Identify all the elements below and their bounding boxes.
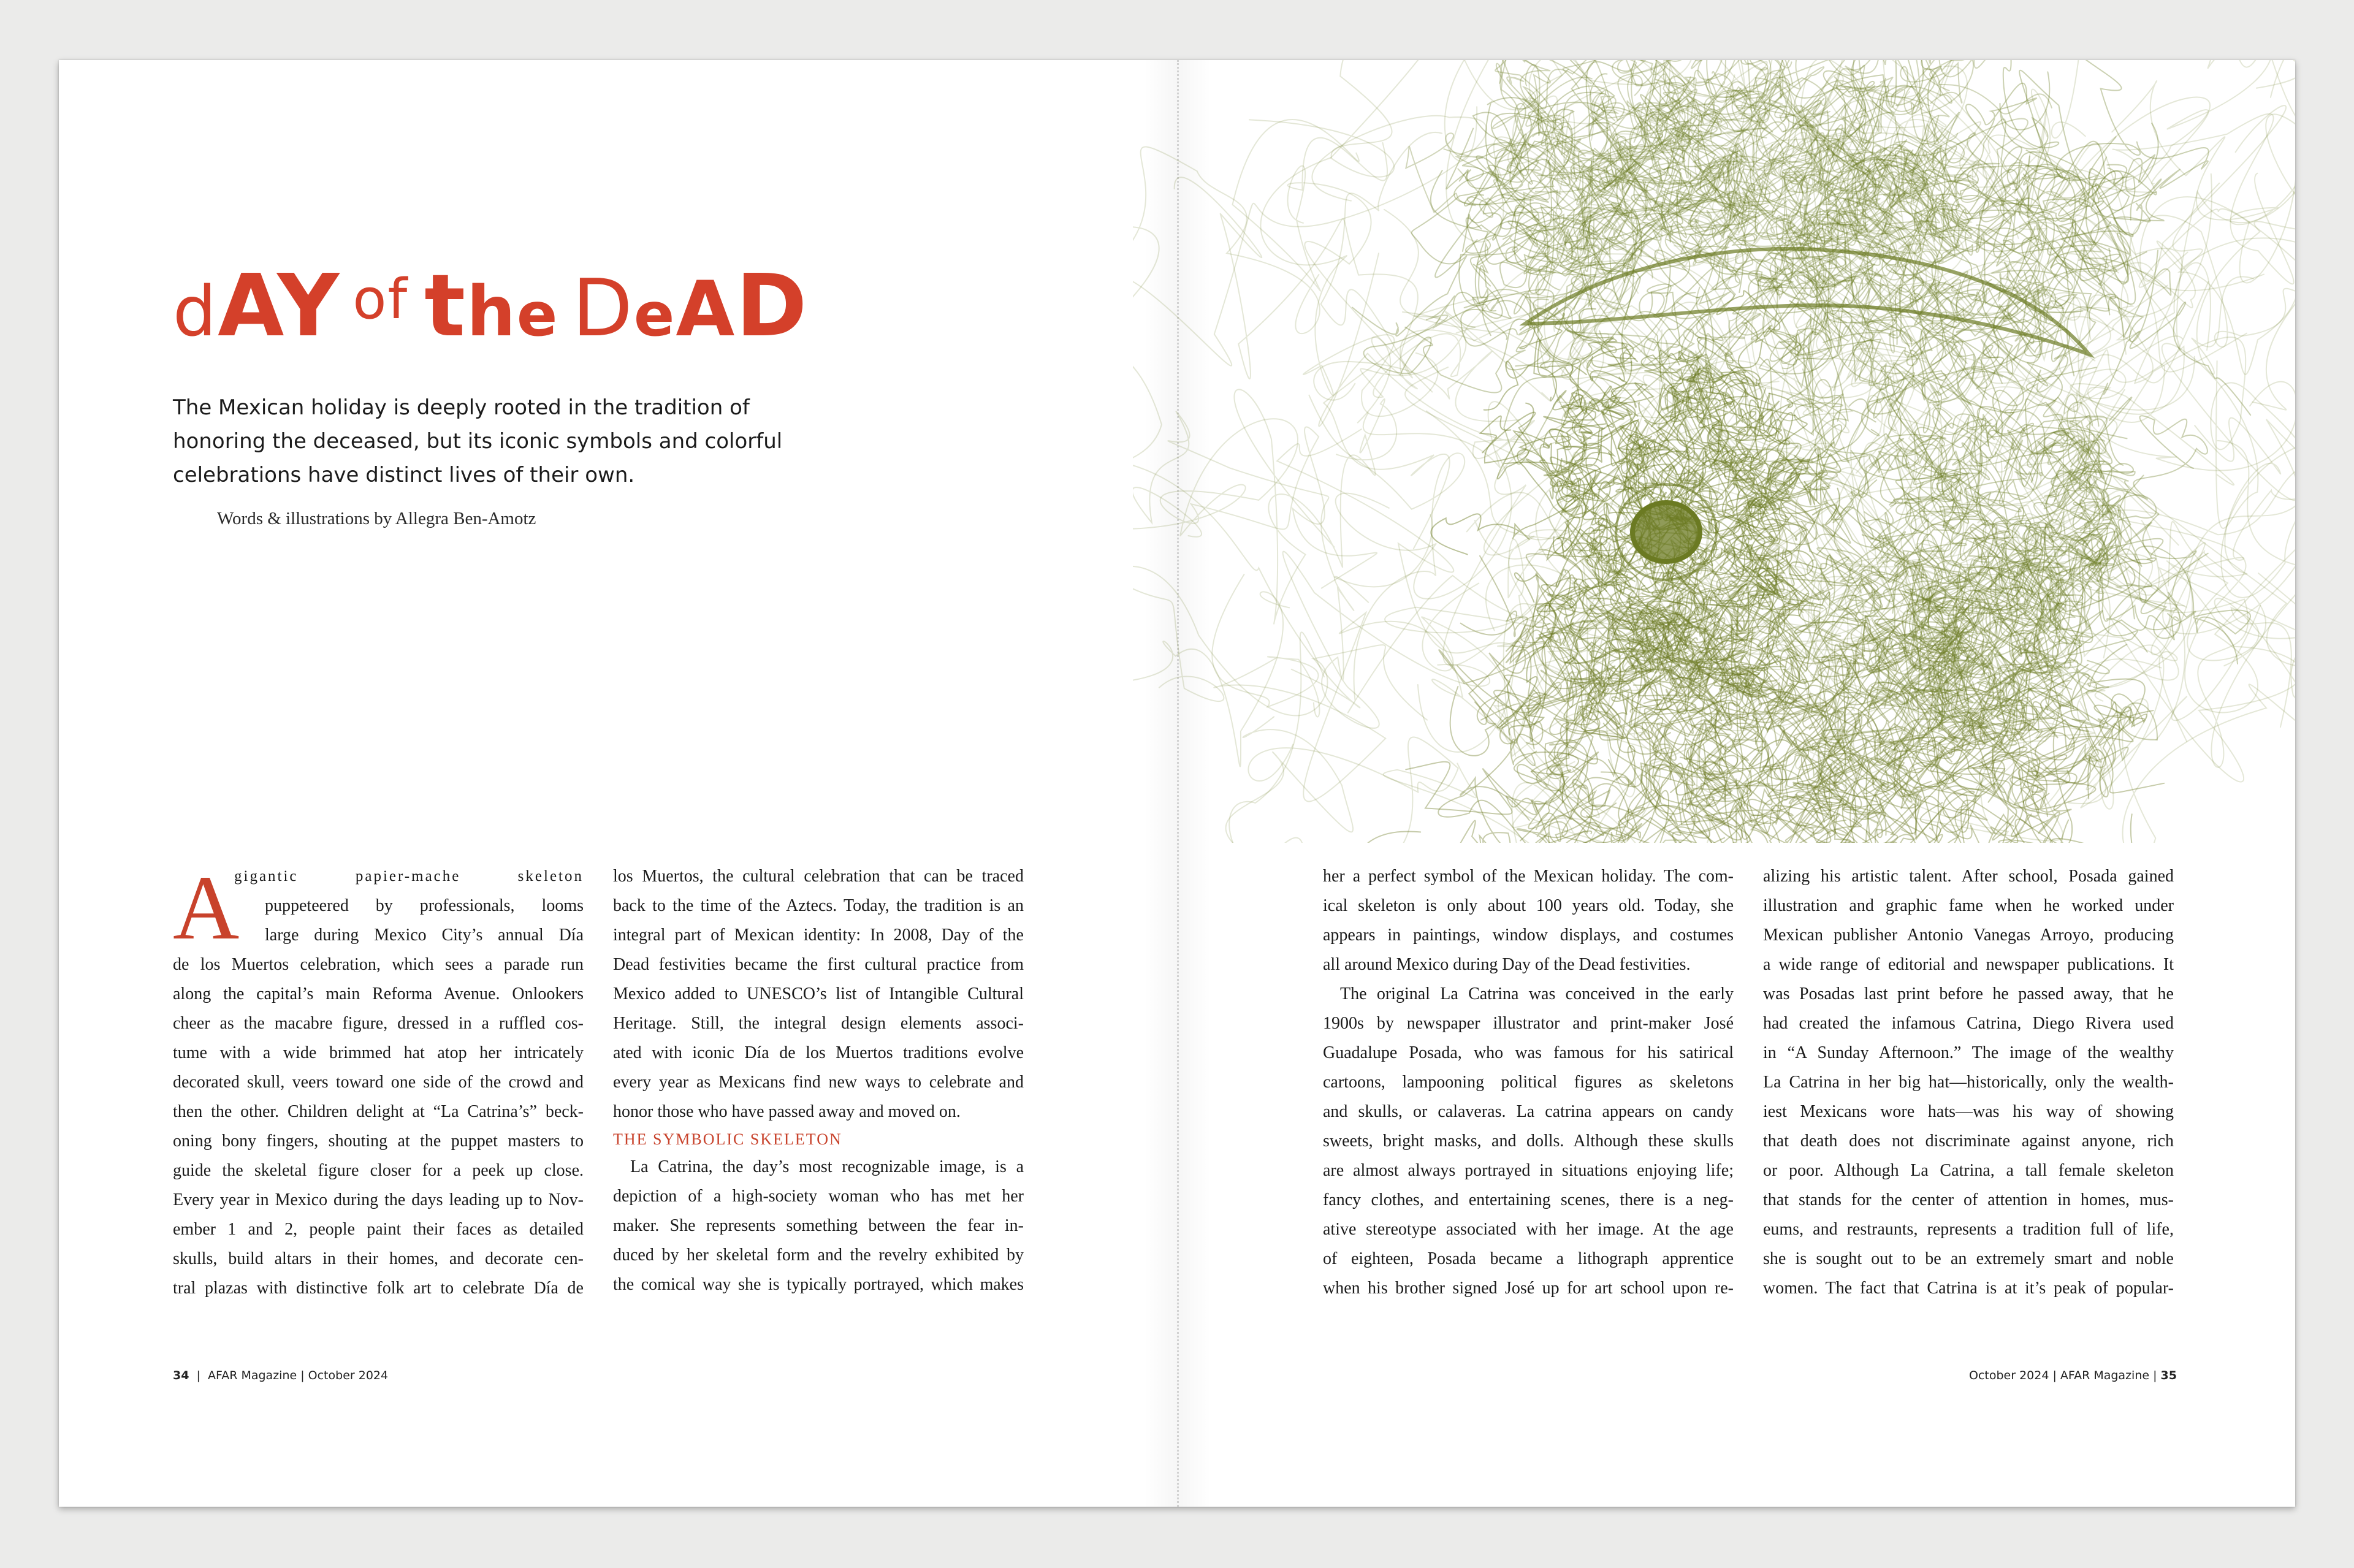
- body-line: in “A Sunday Afternoon.” The image of the wealthy: [1763, 1043, 2174, 1062]
- body-line: that stands for the center of attention in homes, mus-: [1763, 1190, 2174, 1209]
- body-line: duced by her skeletal form and the revelry exhibited by: [613, 1246, 1024, 1265]
- body-column-2: [613, 862, 1024, 1300]
- body-line: puppeteered by professionals, looms: [265, 896, 584, 915]
- body-line: iest Mexicans wore hats—was his way of showing: [1763, 1102, 2174, 1121]
- deck-line: honoring the deceased, but its iconic symbols and colorful: [173, 429, 783, 454]
- body-line: and skulls, or calaveras. La catrina appears on candy: [1323, 1102, 1734, 1121]
- scribble-stroke: [1175, 177, 1418, 422]
- body-line: then the other. Children delight at “La Catrina’s” beck-: [173, 1102, 584, 1121]
- body-line: ative stereotype associated with her image. At the age: [1323, 1220, 1734, 1239]
- title-letter: t: [424, 256, 467, 356]
- title-letter: D: [572, 263, 634, 354]
- title-letter: e: [633, 280, 676, 350]
- drop-cap: A: [173, 857, 240, 959]
- body-line: eums, and restraunts, represents a tradition full of life,: [1763, 1220, 2174, 1239]
- scribble-stroke: [2152, 60, 2295, 184]
- body-line: oning bony fingers, shouting at the puppet masters to: [173, 1132, 584, 1151]
- footer-text: October 2024 | AFAR Magazine |: [1969, 1369, 2157, 1382]
- body-line: integral part of Mexican identity: In 2008, Day of the: [613, 926, 1024, 945]
- scribble-stroke: [1229, 632, 1419, 843]
- body-line: every year as Mexicans find new ways to celebrate and: [613, 1073, 1024, 1092]
- body-line: La Catrina, the day’s most recognizable image, is a: [630, 1157, 1024, 1176]
- body-line: along the capital’s main Reforma Avenue. Onlookers: [173, 984, 584, 1003]
- body-line: cheer as the macabre figure, dressed in a ruffled cos-: [173, 1014, 584, 1033]
- body-line: Mexico added to UNESCO’s list of Intangible Cultural: [613, 984, 1024, 1003]
- body-line: ical skeleton is only about 100 years old. Today, she: [1323, 896, 1734, 915]
- body-line: alizing his artistic talent. After school, Posada gained: [1763, 867, 2174, 886]
- body-line: skulls, build altars in their homes, and decorate cen-: [173, 1249, 584, 1268]
- title-letter: AY: [218, 256, 341, 356]
- scribble-stroke: [2140, 105, 2295, 283]
- scribble-stroke: [1234, 389, 1396, 623]
- body-line: 1900s by newspaper illustrator and print-maker José: [1323, 1014, 1734, 1033]
- body-line: appears in paintings, window displays, and costumes: [1323, 926, 1734, 945]
- title-letter: D: [736, 256, 809, 356]
- body-line: she is sought out to be an extremely smart and noble: [1763, 1249, 2174, 1268]
- body-line: de los Muertos celebration, which sees a parade run: [173, 955, 584, 974]
- title-letter: d: [173, 272, 218, 352]
- body-line: gigantic papier-mache skeleton: [234, 868, 584, 885]
- body-line: Dead festivities became the first cultural practice from: [613, 955, 1024, 974]
- body-line: was Posadas last print before he passed away, that he: [1763, 984, 2174, 1003]
- body-line: los Muertos, the cultural celebration that can be traced: [613, 867, 1024, 886]
- body-line: depiction of a high-society woman who has met her: [613, 1187, 1024, 1206]
- body-line: illustration and graphic fame when he worked under: [1763, 896, 2174, 915]
- catrina-illustration: [1133, 60, 2295, 843]
- body-line: or poor. Although La Catrina, a tall female skeleton: [1763, 1161, 2174, 1180]
- body-line: her a perfect symbol of the Mexican holiday. The com-: [1323, 867, 1734, 886]
- page-number: 35: [2160, 1369, 2177, 1382]
- body-line: are almost always portrayed in situations enjoying life;: [1323, 1161, 1734, 1180]
- deck-line: celebrations have distinct lives of their own.: [173, 463, 635, 487]
- body-line: women. The fact that Catrina is at it’s peak of popular-: [1763, 1279, 2174, 1298]
- body-line: a wide range of editorial and newspaper publications. It: [1763, 955, 2174, 974]
- body-line: maker. She represents something between the fear in-: [613, 1216, 1024, 1235]
- body-line: honor those who have passed away and moved on.: [613, 1102, 961, 1121]
- body-line: guide the skeletal figure closer for a peek up close.: [173, 1161, 584, 1180]
- scribble-stroke: [1133, 564, 1427, 720]
- body-line: fancy clothes, and entertaining scenes, there is a neg-: [1323, 1190, 1734, 1209]
- scribble-stroke: [1321, 132, 1529, 378]
- page-number: 34: [173, 1369, 189, 1382]
- section-subhead: THE SYMBOLIC SKELETON: [613, 1130, 842, 1148]
- scribble-stroke: [1319, 253, 1534, 599]
- body-column-4: [1763, 862, 2174, 1303]
- body-line: decorated skull, veers toward one side of the crowd and: [173, 1073, 584, 1092]
- body-line: the comical way she is typically portrayed, which makes: [613, 1275, 1024, 1294]
- scribble-stroke: [1930, 63, 2052, 114]
- scribble-stroke: [1993, 739, 2089, 802]
- magazine-spread: [59, 60, 2295, 1507]
- body-line: The original La Catrina was conceived in the early: [1340, 984, 1734, 1003]
- folio-left: 34 | AFAR Magazine | October 2024: [173, 1369, 389, 1382]
- body-line: Every year in Mexico during the days leading up to Nov-: [173, 1190, 584, 1209]
- scribble-stroke: [2103, 598, 2295, 843]
- body-line: tral plazas with distinctive folk art to celebrate Día de: [173, 1279, 584, 1298]
- scribble-stroke: [1226, 717, 1354, 843]
- body-line: Heritage. Still, the integral design elements associ-: [613, 1014, 1024, 1033]
- body-column-1: [173, 857, 584, 1303]
- byline: Words & illustrations by Allegra Ben-Amotz: [217, 509, 536, 528]
- deck-line: The Mexican holiday is deeply rooted in the tradition of: [173, 395, 750, 420]
- body-line: sweets, bright masks, and dolls. Although these skulls: [1323, 1132, 1734, 1151]
- body-line: ember 1 and 2, people paint their faces as detailed: [173, 1220, 584, 1239]
- body-line: had created the infamous Catrina, Diego Rivera used: [1763, 1014, 2174, 1033]
- body-line: cartoons, lampooning political figures as skeletons: [1323, 1073, 1734, 1092]
- body-column-3: [1323, 862, 1734, 1303]
- scribble-stroke: [1133, 411, 1432, 587]
- scribble-stroke: [1133, 592, 1289, 766]
- body-line: all around Mexico during Day of the Dead festivities.: [1323, 955, 1691, 974]
- title-word: of: [352, 267, 409, 332]
- body-line: tume with a wide brimmed hat atop her intricately: [173, 1043, 584, 1062]
- scribble-stroke: [1260, 60, 1438, 416]
- article-deck: [173, 391, 786, 492]
- body-line: large during Mexico City’s annual Día: [265, 926, 584, 945]
- skull-eye-socket: [1632, 503, 1700, 561]
- scribble-stroke: [1249, 60, 1504, 242]
- body-line: that death does not discriminate against anyone, rich: [1763, 1132, 2174, 1151]
- title-letter: h: [467, 272, 517, 352]
- body-line: La Catrina in her big hat—historically, only the wealth-: [1763, 1073, 2174, 1092]
- body-line: Guadalupe Posada, who was famous for his satirical: [1323, 1043, 1734, 1062]
- title-letter: e: [516, 280, 559, 350]
- folio-right: [1969, 1369, 2177, 1382]
- scribble-stroke: [1212, 574, 1319, 717]
- footer-text: AFAR Magazine | October 2024: [208, 1369, 389, 1382]
- body-line: of eighteen, Posada became a lithograph apprentice: [1323, 1249, 1734, 1268]
- body-line: back to the time of the Aztecs. Today, the tradition is an: [613, 896, 1024, 915]
- scribble-stroke: [1283, 552, 1490, 728]
- body-line: ated with iconic Día de los Muertos traditions evolve: [613, 1043, 1024, 1062]
- title-letter: A: [676, 265, 736, 354]
- body-line: Mexican publisher Antonio Vanegas Arroyo, producing: [1763, 926, 2174, 945]
- scribble-stroke: [1133, 147, 1320, 333]
- body-line: when his brother signed José up for art school upon re-: [1323, 1279, 1734, 1298]
